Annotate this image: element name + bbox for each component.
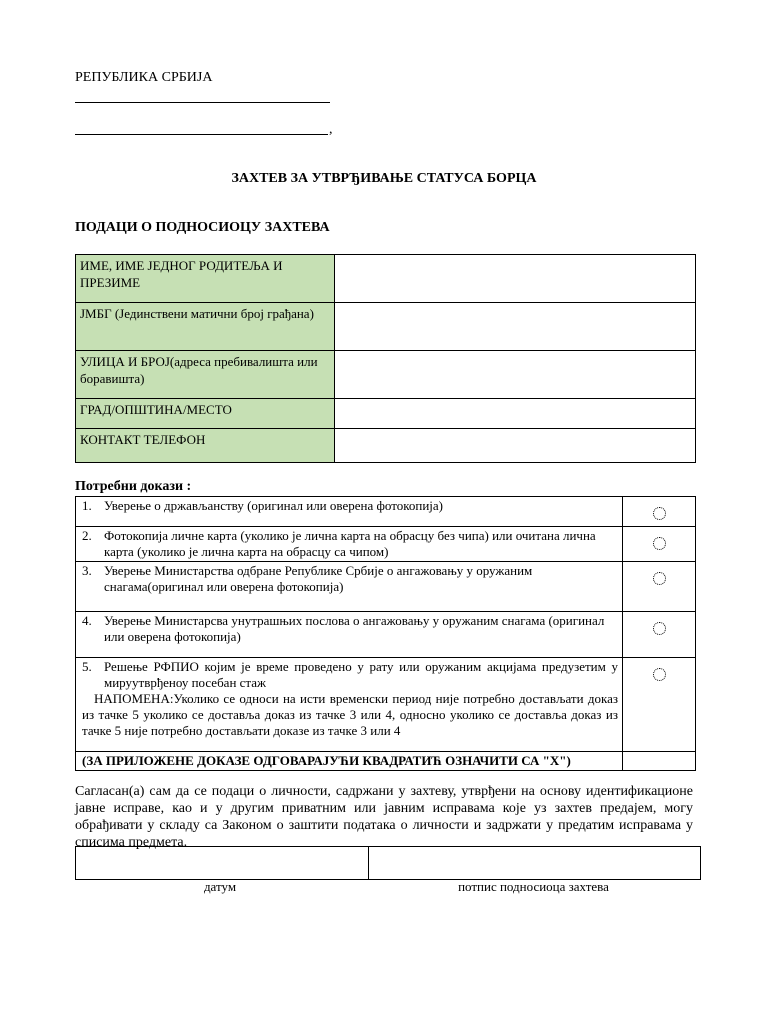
authority-line-2[interactable] bbox=[75, 134, 328, 135]
evidence-num-1: 1. bbox=[82, 498, 92, 513]
evidence-instruction: (ЗА ПРИЛОЖЕНЕ ДОКАЗЕ ОДГОВАРАЈУЋИ КВАДРАТИЋ ОЗНАЧИТИ СА "Х") bbox=[76, 752, 623, 771]
applicant-data-table bbox=[75, 254, 696, 463]
evidence-checkbox-2[interactable] bbox=[653, 537, 666, 550]
evidence-text-2: Фотокопија личне карта (уколико је лична карта на обрасцу без чипа) или очитана лична карта (уколико је лична карта на обрасцу са чипом) bbox=[104, 528, 596, 559]
applicant-input-jmbg[interactable] bbox=[335, 303, 696, 351]
evidence-text-1: Уверење о држављанству (оригинал или оверена фотокопија) bbox=[104, 498, 444, 513]
evidence-section-title: Потребни докази : bbox=[75, 479, 192, 494]
evidence-item-2 bbox=[76, 527, 623, 562]
applicant-label-phone: КОНТАКТ ТЕЛЕФОН bbox=[76, 429, 335, 463]
signature-field[interactable] bbox=[369, 847, 701, 880]
applicant-row-name bbox=[76, 255, 696, 303]
applicant-row-phone bbox=[76, 429, 696, 463]
applicant-row-city bbox=[76, 399, 696, 429]
evidence-item-1 bbox=[76, 497, 623, 527]
evidence-item-4 bbox=[76, 612, 623, 658]
evidence-item-5 bbox=[76, 658, 623, 752]
evidence-checkbox-cell-4[interactable] bbox=[623, 612, 696, 658]
applicant-label-city: ГРАД/ОПШТИНА/МЕСТО bbox=[76, 399, 335, 429]
evidence-num-4: 4. bbox=[82, 613, 92, 628]
evidence-num-5: 5. bbox=[82, 659, 92, 674]
signature-row bbox=[76, 847, 701, 880]
evidence-checkbox-cell-2[interactable] bbox=[623, 527, 696, 562]
evidence-checkbox-3[interactable] bbox=[653, 572, 666, 585]
evidence-row-3 bbox=[76, 562, 696, 612]
evidence-num-3: 3. bbox=[82, 563, 92, 578]
evidence-text-4: Уверење Министарсва унутрашњих послова о ангажовању у оружаним снагама (оригинал или оверена фотокопија) bbox=[104, 613, 605, 644]
evidence-row-2 bbox=[76, 527, 696, 562]
evidence-checkbox-4[interactable] bbox=[653, 622, 666, 635]
applicant-section-title: ПОДАЦИ О ПОДНОСИОЦУ ЗАХТЕВА bbox=[75, 220, 330, 235]
applicant-input-phone[interactable] bbox=[335, 429, 696, 463]
evidence-num-2: 2. bbox=[82, 528, 92, 543]
applicant-row-jmbg bbox=[76, 303, 696, 351]
consent-paragraph: Сагласан(а) сам да се подаци о личности, садржани у захтеву, утврђени на основу идентификационе јавне исправе, као и у другим приватним или јавним исправама које уз захтев предајем, могу обрађивати у складу са Законом о заштити података о личности и задржати у предатим исправама у списима предмета. bbox=[75, 784, 693, 850]
evidence-instruction-row bbox=[76, 752, 696, 771]
document-title: ЗАХТЕВ ЗА УТВРЂИВАЊЕ СТАТУСА БОРЦА bbox=[231, 171, 537, 186]
signature-label: потпис подносиоца захтева bbox=[458, 879, 609, 894]
republic-heading: РЕПУБЛИКА СРБИЈА bbox=[75, 70, 213, 85]
evidence-text-5: Решење РФПИО којим је време проведено у рату или оружаним акцијама предузетим у мируутврђеноу посебан стаж bbox=[104, 659, 618, 690]
applicant-input-address[interactable] bbox=[335, 351, 696, 399]
authority-line-comma: , bbox=[329, 122, 333, 137]
signature-table bbox=[75, 846, 701, 880]
applicant-label-name: ИМЕ, ИМЕ ЈЕДНОГ РОДИТЕЉА И ПРЕЗИМЕ bbox=[76, 255, 335, 303]
evidence-row-1 bbox=[76, 497, 696, 527]
evidence-checkbox-cell-5[interactable] bbox=[623, 658, 696, 752]
evidence-checkbox-5[interactable] bbox=[653, 668, 666, 681]
evidence-checkbox-cell-1[interactable] bbox=[623, 497, 696, 527]
applicant-input-city[interactable] bbox=[335, 399, 696, 429]
evidence-note: НАПОМЕНА:Уколико се односи на исти временски период није потребно достављати доказ из тачке 5 уколико се доставља доказ из тачке 3 или 4, односно уколико се доставља доказ из тачке 5 није потребно достављати доказе из тачке 3 или 4 bbox=[82, 691, 618, 738]
authority-line-1[interactable] bbox=[75, 102, 330, 103]
date-field[interactable] bbox=[76, 847, 369, 880]
evidence-checkbox-cell-3[interactable] bbox=[623, 562, 696, 612]
evidence-checkbox-1[interactable] bbox=[653, 507, 666, 520]
evidence-table bbox=[75, 496, 696, 771]
date-label: датум bbox=[203, 879, 237, 894]
evidence-text-3: Уверење Министарства одбране Републике Србије о ангажовању у оружаним снагама(оригинал или оверена фотокопија) bbox=[104, 563, 533, 594]
evidence-instruction-empty-cell bbox=[623, 752, 696, 771]
applicant-input-name[interactable] bbox=[335, 255, 696, 303]
applicant-row-address bbox=[76, 351, 696, 399]
evidence-row-5 bbox=[76, 658, 696, 752]
applicant-label-address: УЛИЦА И БРОЈ(адреса пребивалишта или боравишта) bbox=[76, 351, 335, 399]
evidence-row-4 bbox=[76, 612, 696, 658]
evidence-item-3 bbox=[76, 562, 623, 612]
applicant-label-jmbg: ЈМБГ (Јединствени матични број грађана) bbox=[76, 303, 335, 351]
